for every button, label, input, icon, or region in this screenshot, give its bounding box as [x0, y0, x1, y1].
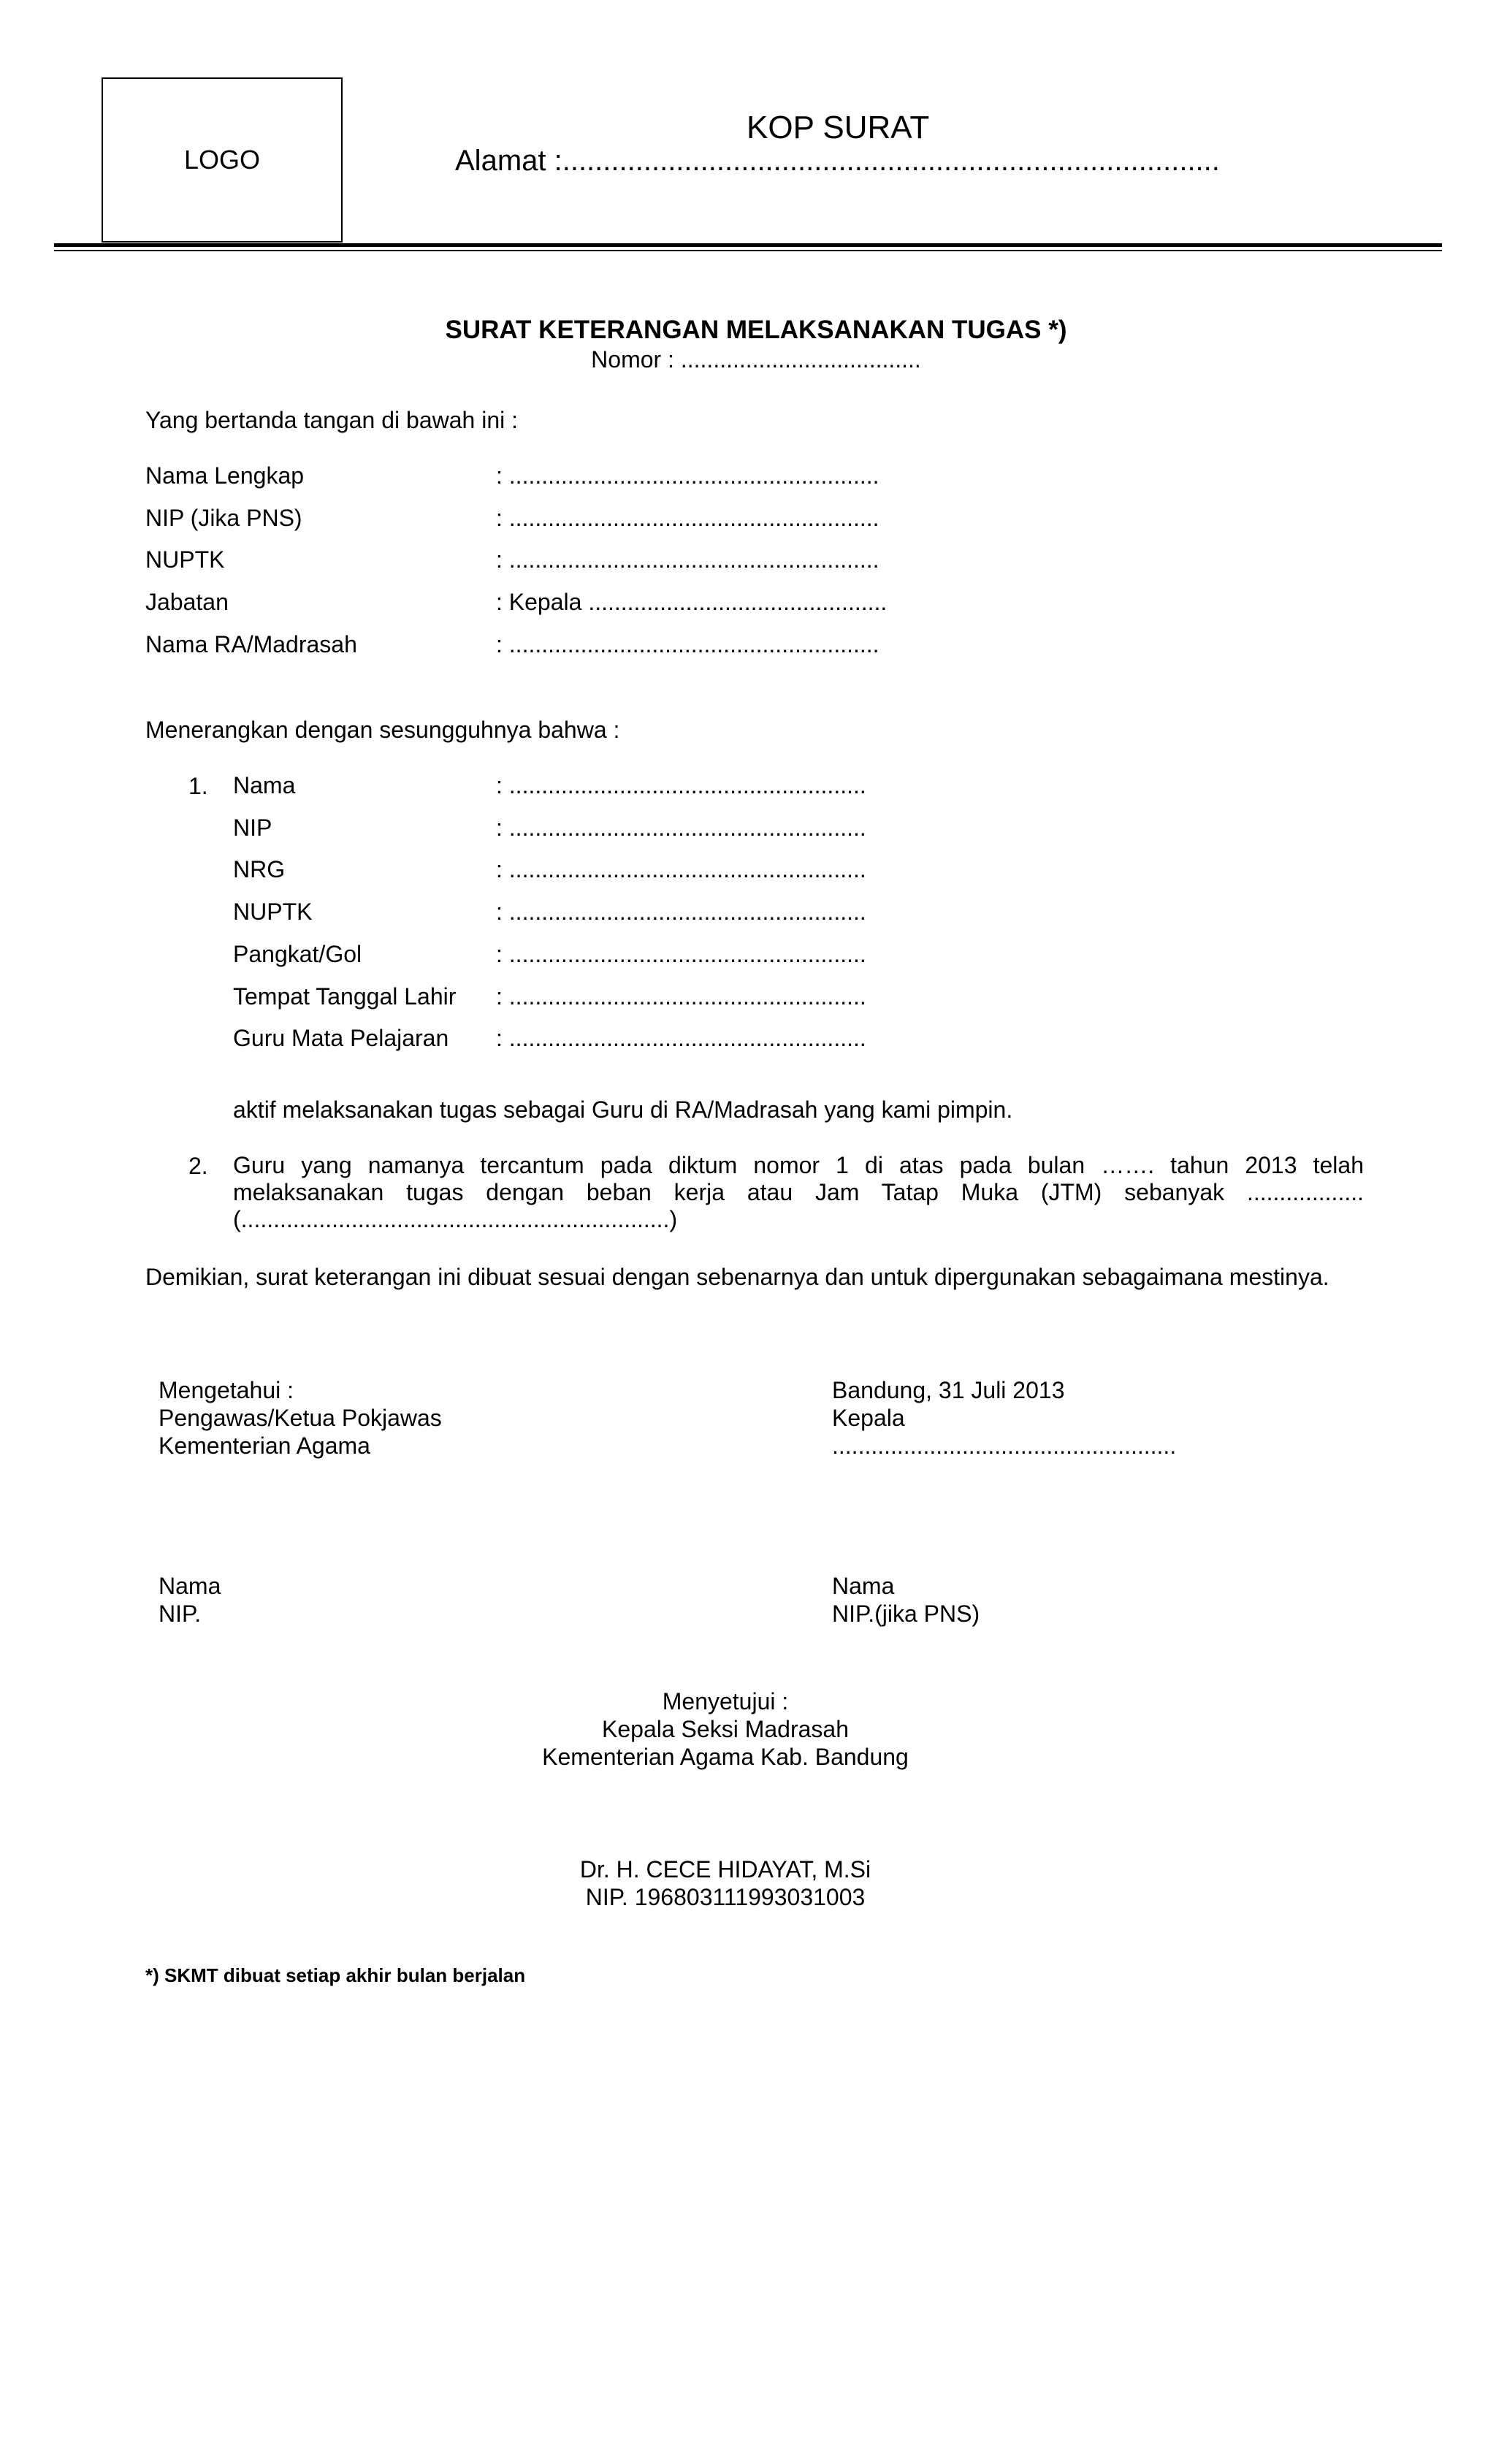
approval-line2: Kepala Seksi Madrasah — [602, 1716, 849, 1742]
signature-right-line1: Bandung, 31 Juli 2013 — [832, 1377, 1065, 1403]
teacher-field-value: : ....................................................... — [496, 815, 866, 841]
approval-name: Dr. H. CECE HIDAYAT, M.Si — [579, 1856, 871, 1883]
letterhead-rule-thick — [54, 243, 1442, 247]
signer-field-value: : Kepala .............................................. — [496, 589, 888, 615]
teacher-field-label: NUPTK — [233, 899, 313, 925]
signer-field-label: NUPTK — [145, 546, 225, 573]
signature-left-name: Nama — [159, 1573, 221, 1599]
signer-field-label: Nama RA/Madrasah — [145, 631, 357, 657]
item-2-text: Guru yang namanya tercantum pada diktum nomor 1 di atas pada bulan ……. tahun 2013 telah melaksanakan tugas dengan beban kerja atau Jam Tatap Muka (JTM) sebanyak .................. (..................................................................) — [233, 1152, 1364, 1232]
signature-left-line3: Kementerian Agama — [159, 1433, 370, 1459]
logo-placeholder — [102, 77, 343, 243]
teacher-field-value: : ....................................................... — [496, 1025, 866, 1051]
signature-left-line1: Mengetahui : — [159, 1377, 294, 1403]
closing-paragraph: Demikian, surat keterangan ini dibuat sesuai dengan sebenarnya dan untuk dipergunakan sebagaimana mestinya. — [145, 1264, 1329, 1290]
teacher-field-label: Pangkat/Gol — [233, 941, 362, 967]
document-number: Nomor : ..................................... — [591, 346, 921, 373]
item-1-number: 1. — [188, 773, 208, 799]
teacher-field-label: Guru Mata Pelajaran — [233, 1025, 449, 1051]
signature-right-nip: NIP.(jika PNS) — [832, 1601, 980, 1627]
teacher-field-value: : ....................................................... — [496, 856, 866, 882]
document-title: SURAT KETERANGAN MELAKSANAKAN TUGAS *) — [445, 316, 1067, 344]
teacher-field-value: : ....................................................... — [496, 899, 866, 925]
kop-surat-title: KOP SURAT — [747, 110, 930, 145]
item-2-number: 2. — [188, 1153, 208, 1179]
signer-field-label: NIP (Jika PNS) — [145, 505, 302, 531]
teacher-field-label: Tempat Tanggal Lahir — [233, 983, 457, 1010]
address-line: Alamat :................................................................................. — [455, 145, 1220, 177]
signature-left-nip: NIP. — [159, 1601, 202, 1627]
item-1-note: aktif melaksanakan tugas sebagai Guru di RA/Madrasah yang kami pimpin. — [233, 1096, 1013, 1123]
approval-nip: NIP. 196803111993031003 — [585, 1884, 866, 1910]
signer-field-value: : ......................................................... — [496, 462, 879, 489]
signature-right-name: Nama — [832, 1573, 895, 1599]
signature-right-line3: ..................................................... — [832, 1433, 1177, 1459]
signature-left-line2: Pengawas/Ketua Pokjawas — [159, 1405, 442, 1431]
signer-field-label: Jabatan — [145, 589, 229, 615]
signature-right-line2: Kepala — [832, 1405, 905, 1431]
teacher-field-value: : ....................................................... — [496, 941, 866, 967]
declaration-text: Menerangkan dengan sesungguhnya bahwa : — [145, 717, 620, 743]
teacher-field-label: Nama — [233, 772, 296, 798]
teacher-field-label: NRG — [233, 856, 286, 882]
approval-line3: Kementerian Agama Kab. Bandung — [542, 1744, 909, 1770]
teacher-field-value: : ....................................................... — [496, 772, 866, 798]
approval-line1: Menyetujui : — [662, 1688, 789, 1714]
signer-field-value: : ......................................................... — [496, 631, 879, 657]
letterhead-rule-thin — [54, 250, 1442, 251]
teacher-field-label: NIP — [233, 815, 272, 841]
logo-label: LOGO — [183, 145, 261, 175]
signer-field-label: Nama Lengkap — [145, 462, 305, 489]
teacher-field-value: : ....................................................... — [496, 983, 866, 1010]
signer-field-value: : ......................................................... — [496, 546, 879, 573]
intro-text: Yang bertanda tangan di bawah ini : — [145, 407, 519, 433]
footnote: *) SKMT dibuat setiap akhir bulan berjalan — [145, 1964, 526, 1986]
signer-field-value: : ......................................................... — [496, 505, 879, 531]
